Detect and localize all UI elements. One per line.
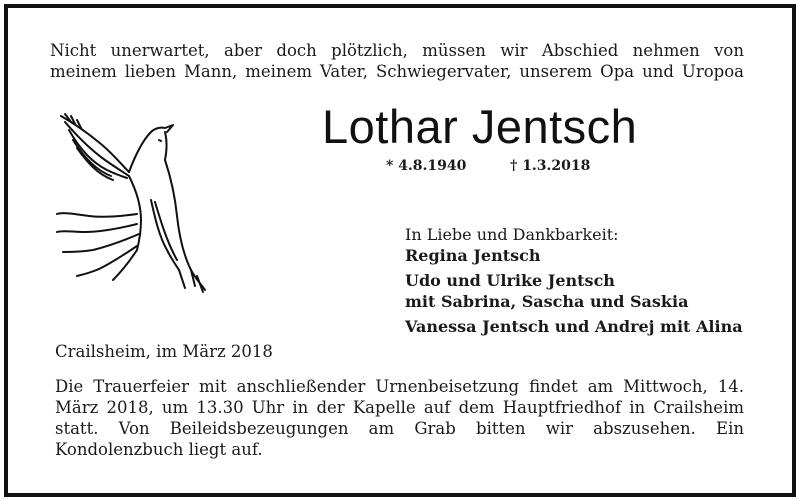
death-date: † 1.3.2018 — [510, 158, 591, 174]
deceased-name: Lothar Jentsch — [322, 100, 638, 153]
mourners-block — [405, 224, 743, 337]
funeral-notice: Die Trauerfeier mit anschließender Urnenbeisetzung findet am Mittwoch, 14. März 2018, um 13.30 Uhr in der Kapelle auf dem Hauptfriedhof in Crailsheim statt. Von Beileidsbezeugungen am Grab bitten wir abszusehen. Ein Kondolenzbuch liegt auf. — [55, 377, 744, 459]
intro-text — [50, 40, 744, 82]
dove-icon — [55, 110, 210, 295]
intro-line-1: Nicht unerwartet, aber doch plötzlich, müssen wir Abschied nehmen von — [50, 41, 744, 60]
mourners-intro: In Liebe und Dankbarkeit: — [405, 225, 619, 244]
place-date: Crailsheim, im März 2018 — [55, 342, 273, 361]
intro-line-2: meinem lieben Mann, meinem Vater, Schwiegervater, unserem Opa und Uropoa — [50, 62, 744, 81]
mourner-line: Vanessa Jentsch und Andrej mit Alina — [405, 317, 743, 336]
mourner-line: Regina Jentsch — [405, 246, 541, 265]
birth-date: * 4.8.1940 — [386, 158, 467, 174]
mourner-line: Udo und Ulrike Jentsch — [405, 271, 615, 290]
mourner-line: mit Sabrina, Sascha und Saskia — [405, 292, 689, 311]
